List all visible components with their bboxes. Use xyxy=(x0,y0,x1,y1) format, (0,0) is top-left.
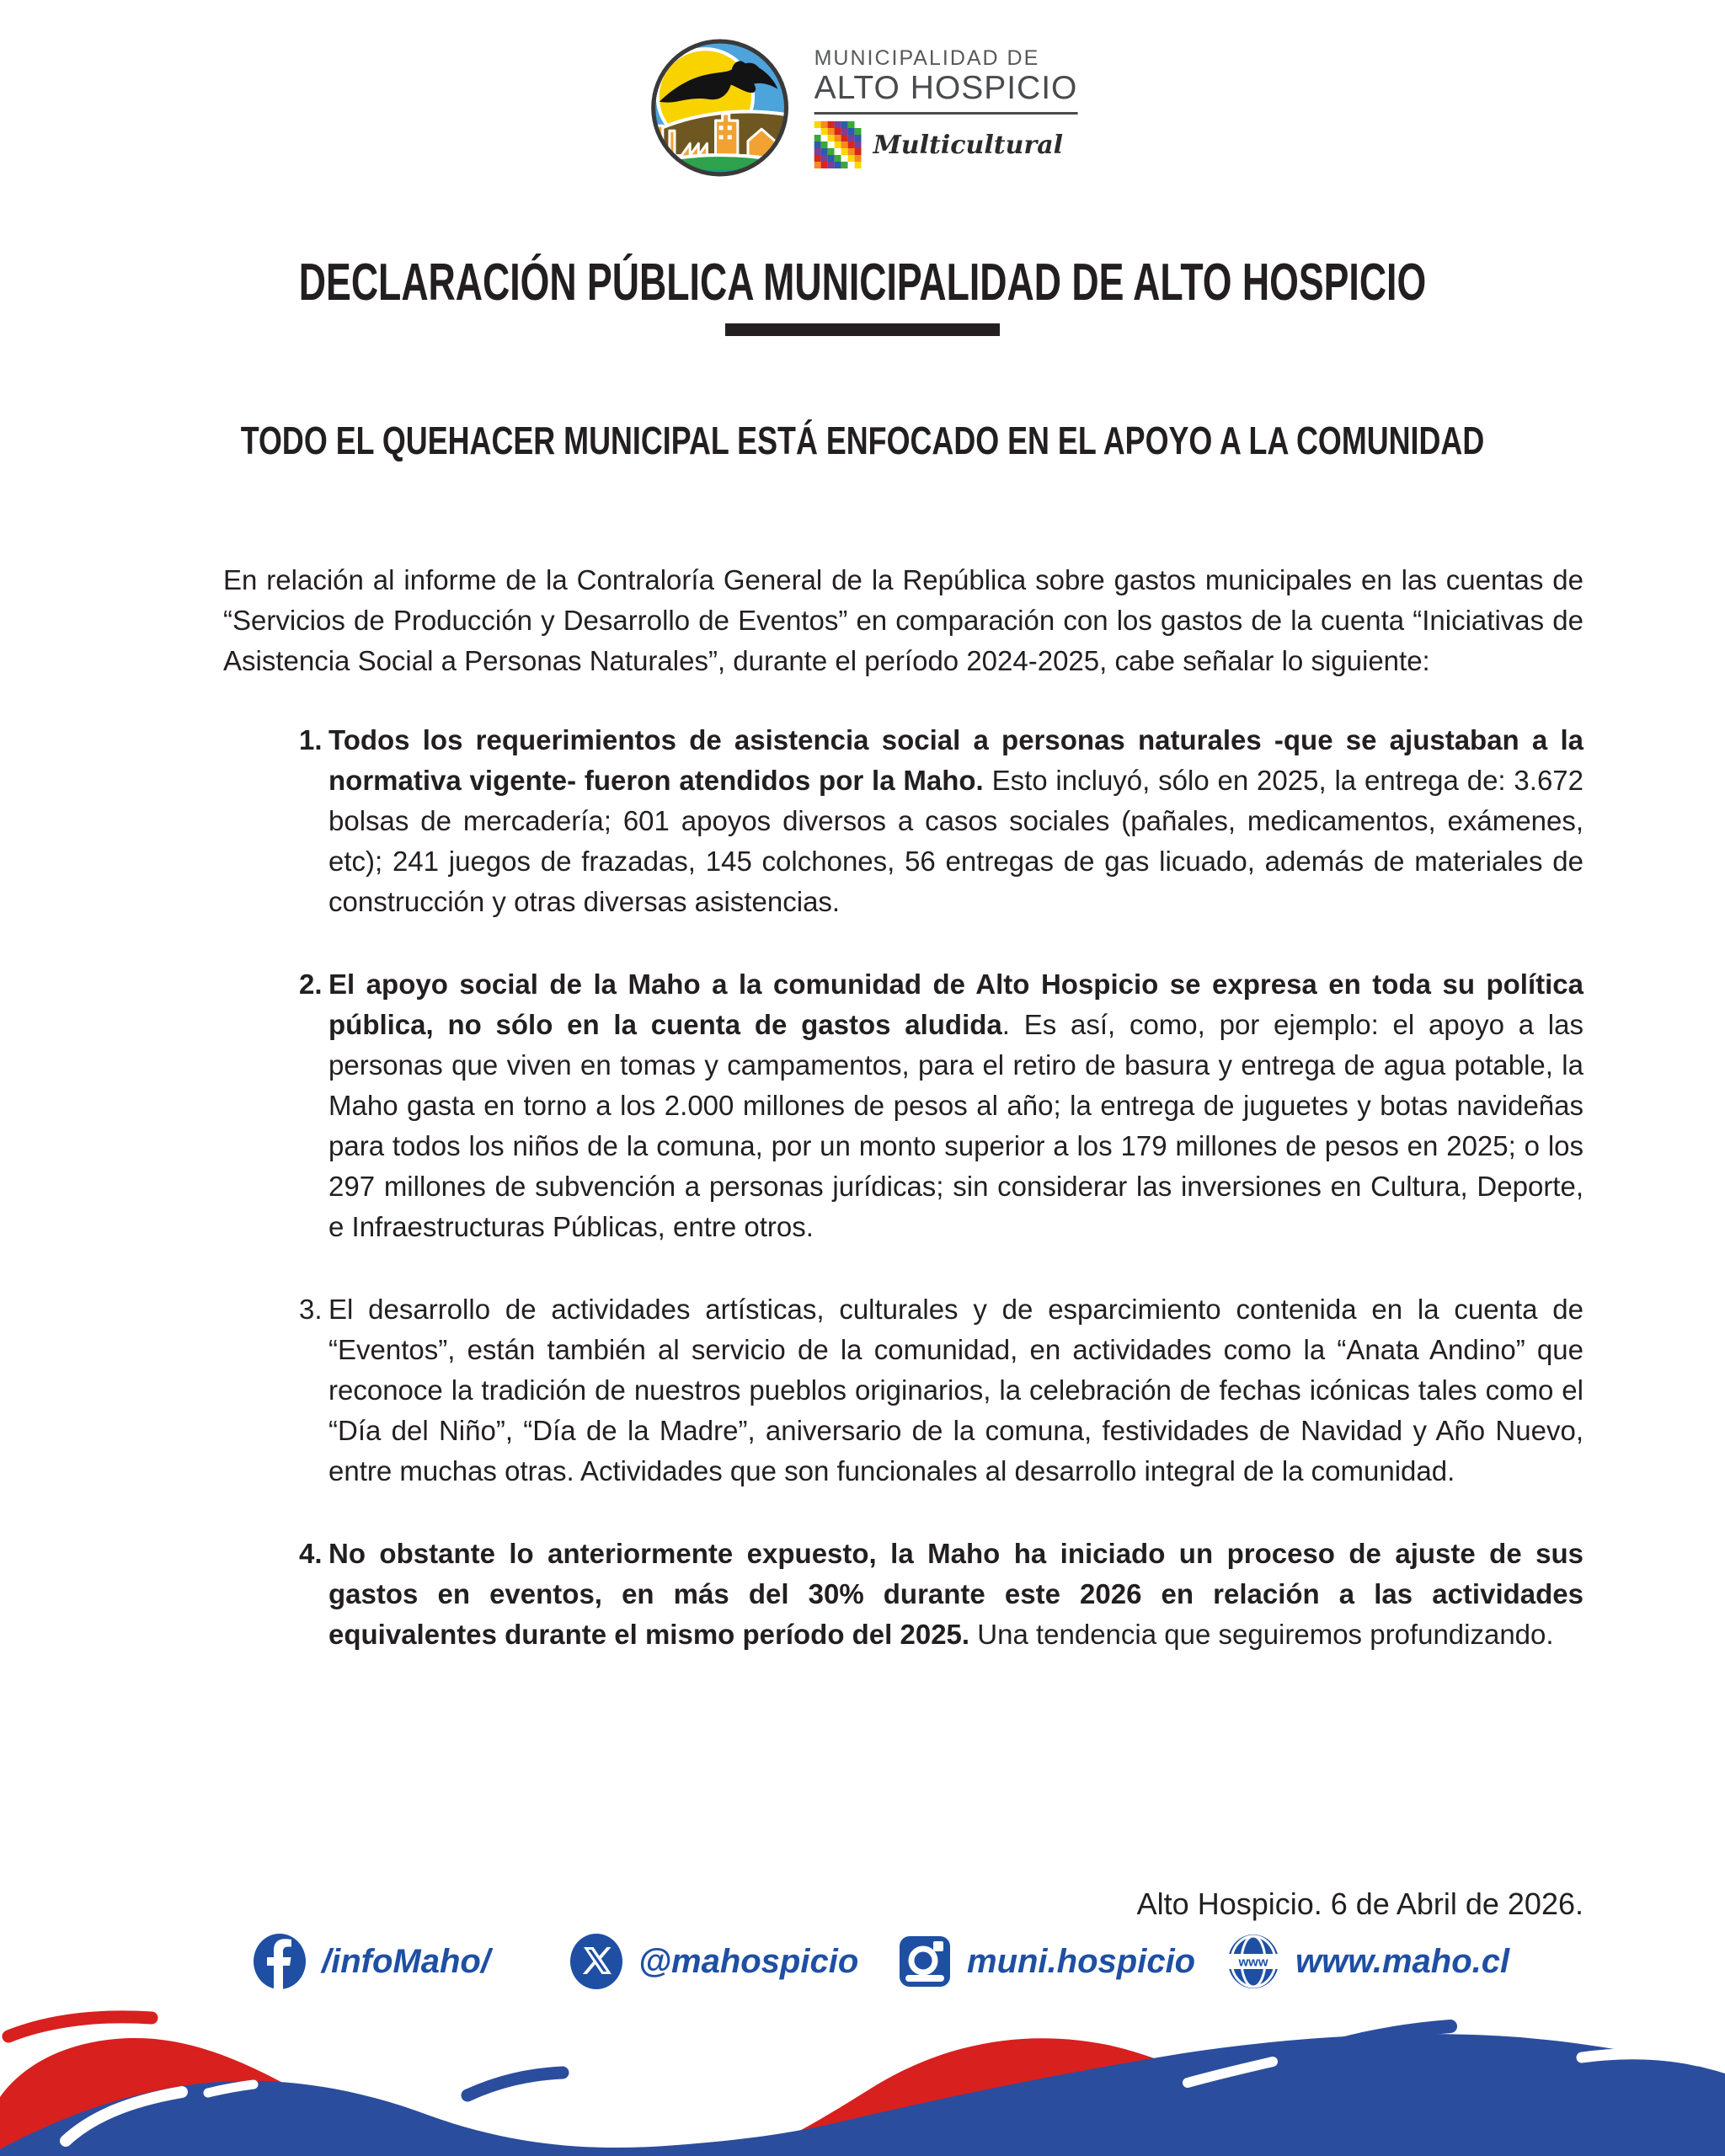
x-twitter-icon xyxy=(569,1934,623,1989)
list-item xyxy=(223,720,1583,922)
item-text: El desarrollo de actividades artísticas, culturales y de esparcimiento contenida en la cuenta de “Eventos”, están también al servicio de la comunidad, en actividades como la “Anata Andino” que reconoce la tradición de nuestros pueblos originarios, la celebración de fechas icónicas tales como el “Día del Niño”, “Día de la Madre”, aniversario de la comuna, festividades de Navidad y Año Nuevo, entre muchas otras. Actividades que son funcionales al desarrollo integral de la comunidad. xyxy=(328,1294,1583,1486)
list-item xyxy=(223,1534,1583,1655)
condor-badge-icon xyxy=(648,35,793,180)
page-title: DECLARACIÓN PÚBLICA MUNICIPALIDAD DE ALTO HOSPICIO xyxy=(298,253,1427,312)
logo-tagline: Multicultural xyxy=(873,130,1064,160)
item-text: Todos los requerimientos de asistencia social a personas naturales -que se ajustaban a la normativa vigente- fueron atendidos por la Maho. Esto incluyó, sólo en 2025, la entrega de: 3.672 bolsas de mercadería; 601 apoyos diversos a casos sociales (pañales, medicamentos, exámenes, etc); 241 juegos de frazadas, 145 colchones, 56 entregas de gas licuado, además de materiales de construcción y otras diversas asistencias. xyxy=(328,724,1584,917)
logo-org-line1: MUNICIPALIDAD DE xyxy=(814,45,1040,70)
item-text: El apoyo social de la Maho a la comunidad de Alto Hospicio se expresa en toda su política pública, no sólo en la cuenta de gastos aludida. Es así, como, por ejemplo: el apoyo a las personas que viven en tomas y campamentos, para el retiro de basura y entrega de agua potable, la Maho gasta en torno a los 2.000 millones de pesos al año; la entrega de juguetes y botas navideñas para todos los niños de la comuna, por un monto superior a los 179 millones de pesos en 2025; o los 297 millones de subvención a personas jurídicas; sin considerar las inversiones en Cultura, Deporte, e Infraestructuras Públicas, entre otros. xyxy=(328,969,1583,1242)
svg-text:www: www xyxy=(1238,1955,1268,1970)
item-number: 1. xyxy=(299,724,323,755)
instagram-icon xyxy=(898,1934,952,1989)
declaration-body xyxy=(223,532,1583,1655)
title-divider xyxy=(725,323,1000,336)
date-line: Alto Hospicio. 6 de Abril de 2026. xyxy=(1136,1886,1583,1921)
item-number: 2. xyxy=(299,969,323,1000)
item-text: No obstante lo anteriormente expuesto, la Maho ha iniciado un proceso de ajuste de sus gastos en eventos, en más del 30% durante este 2026 en relación a las actividades equivalentes durante el mismo período del 2025. Una tendencia que seguiremos profundizando. xyxy=(328,1538,1583,1650)
item-number: 4. xyxy=(299,1538,323,1569)
social-facebook[interactable] xyxy=(253,1934,490,1989)
page-subtitle: TODO EL QUEHACER MUNICIPAL ESTÁ ENFOCADO EN EL APOYO A LA COMUNIDAD xyxy=(240,419,1485,462)
social-x-twitter[interactable] xyxy=(569,1934,858,1989)
footer-wave-graphic xyxy=(0,1996,1725,2156)
list-item xyxy=(223,964,1583,1247)
facebook-icon xyxy=(253,1934,307,1989)
blue-dash-accent-left xyxy=(467,2073,563,2095)
facebook-handle[interactable]: /infoMaho/ xyxy=(322,1942,490,1980)
website-url[interactable]: www.maho.cl xyxy=(1295,1942,1510,1980)
social-website[interactable] xyxy=(1226,1934,1509,1989)
logo-org-line2: ALTO HOSPICIO xyxy=(814,70,1078,115)
x-handle[interactable]: @mahospicio xyxy=(638,1942,859,1980)
municipality-logo xyxy=(648,35,1078,180)
instagram-handle[interactable]: muni.hospicio xyxy=(967,1942,1196,1980)
item-number: 3. xyxy=(299,1294,323,1325)
red-dash-accent xyxy=(8,2017,152,2036)
list-item xyxy=(223,1289,1583,1492)
wiphala-flag-icon xyxy=(814,121,862,168)
intro-paragraph: En relación al informe de la Contraloría General de la República sobre gastos municipales en las cuentas de “Servicios de Producción y Desarrollo de Eventos” en comparación con los gastos de la cuenta “Iniciativas de Asistencia Social a Personas Naturales”, durante el período 2024-2025, cabe señalar lo siguiente: xyxy=(223,564,1583,676)
website-globe-icon xyxy=(1226,1934,1280,1989)
declaration-list xyxy=(223,720,1583,1655)
social-instagram[interactable] xyxy=(898,1934,1195,1989)
